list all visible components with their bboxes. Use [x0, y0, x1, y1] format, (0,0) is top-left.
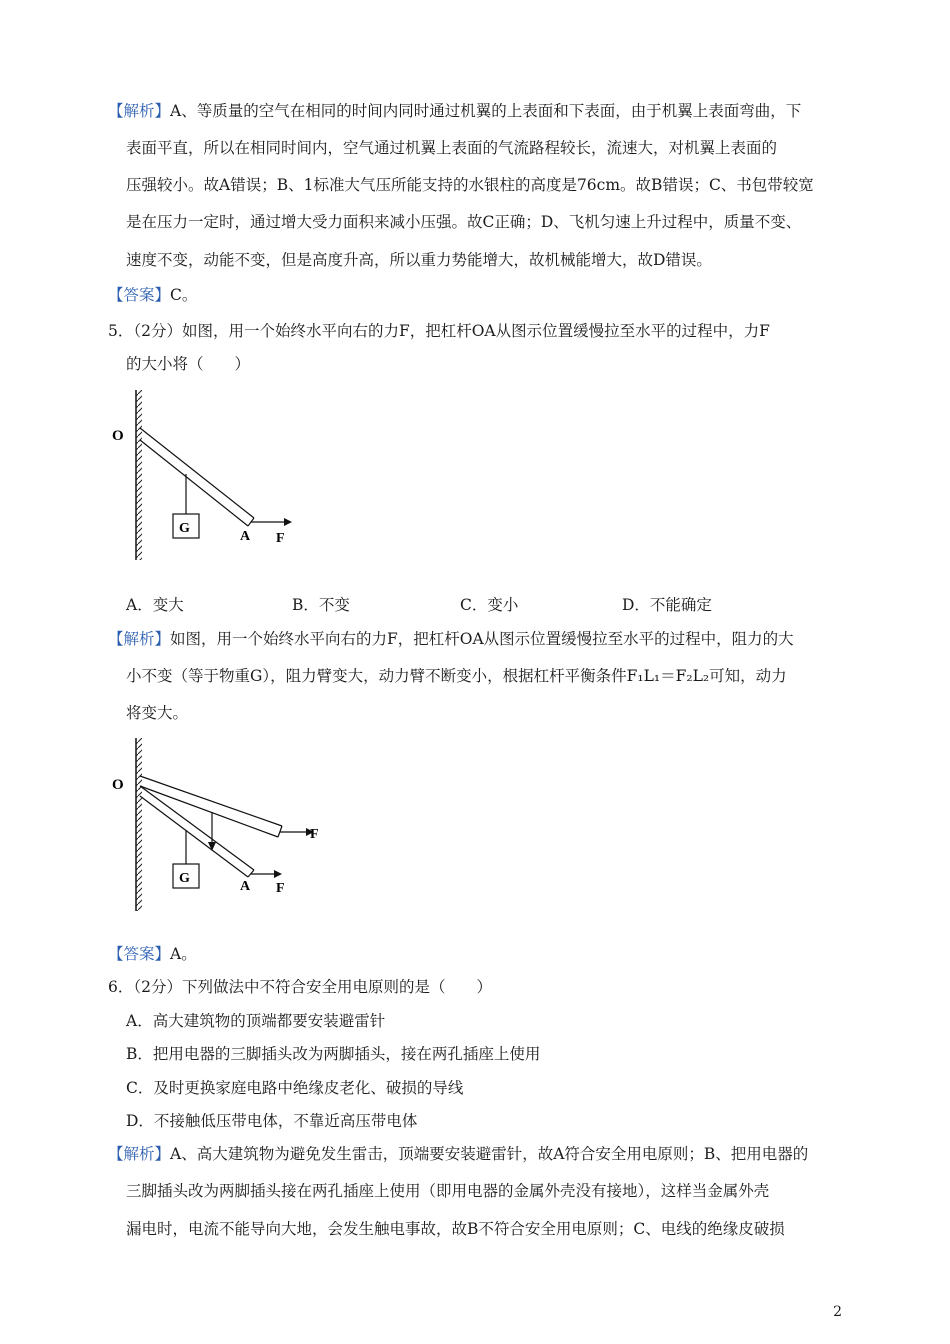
q6-option-d: D．不接触低压带电体，不靠近高压带电体 [126, 1112, 418, 1130]
analysis4-line-1 [108, 101, 801, 121]
label-f-upper: F [310, 827, 319, 842]
answer4-text: C。 [170, 286, 198, 304]
q5-stem-line-2: 的大小将（ ） [126, 355, 251, 373]
analysis5-line-3: 将变大。 [126, 704, 189, 722]
analysis5-line-2: 小不变（等于物重G），阻力臂变大，动力臂不断变小，根据杠杆平衡条件F₁L₁＝F₂L₂可知，动力 [126, 667, 787, 685]
q5-stem-line-1: 5．（2分）如图，用一个始终水平向右的力F，把杠杆OA从图示位置缓慢拉至水平的过程中，力F [108, 322, 770, 340]
lever-figure-1 [108, 388, 308, 563]
page-number: 2 [833, 1304, 842, 1320]
analysis-tag: 【解析】 [108, 1145, 171, 1163]
analysis6-line-3: 漏电时，电流不能导向大地，会发生触电事故，故B不符合安全用电原则；C、电线的绝缘皮破损 [126, 1220, 785, 1238]
analysis4-line-5: 速度不变，动能不变，但是高度升高，所以重力势能增大，故机械能增大，故D错误。 [126, 251, 712, 269]
analysis6-line-1 [108, 1144, 808, 1164]
analysis-tag: 【解析】 [108, 102, 171, 120]
analysis6-text-1: A、高大建筑物为避免发生雷击，顶端要安装避雷针，故A符合安全用电原则；B、把用电器的 [170, 1145, 809, 1163]
q6-option-b: B．把用电器的三脚插头改为两脚插头，接在两孔插座上使用 [126, 1045, 541, 1063]
lever-figure-2 [108, 736, 338, 914]
q6-option-c: C．及时更换家庭电路中绝缘皮老化、破损的导线 [126, 1079, 464, 1097]
q5-option-a: A．变大 [126, 596, 184, 614]
label-g: G [179, 871, 190, 886]
analysis4-line-4: 是在压力一定时，通过增大受力面积来减小压强。故C正确；D、飞机匀速上升过程中，质量不变、 [126, 213, 802, 231]
analysis4-line-2: 表面平直，所以在相同时间内，空气通过机翼上表面的气流路程较长，流速大，对机翼上表面的 [126, 139, 778, 157]
analysis5-line-1 [108, 629, 794, 649]
analysis5-text-1: 如图，用一个始终水平向右的力F，把杠杆OA从图示位置缓慢拉至水平的过程中，阻力的大 [170, 630, 794, 648]
answer-tag: 【答案】 [108, 286, 171, 304]
label-a: A [240, 879, 251, 894]
label-a: A [240, 529, 251, 544]
label-f: F [276, 531, 285, 546]
q6-option-a: A．高大建筑物的顶端都要安装避雷针 [126, 1012, 386, 1030]
analysis4-line-3: 压强较小。故A错误；B、1标准大气压所能支持的水银柱的高度是76cm。故B错误；C、书包带较宽 [126, 176, 814, 194]
analysis-tag: 【解析】 [108, 630, 171, 648]
answer5 [108, 944, 197, 964]
q5-option-d: D．不能确定 [622, 596, 712, 614]
label-g: G [179, 521, 190, 536]
q5-option-c: C．变小 [460, 596, 519, 614]
label-o: O [112, 777, 124, 793]
label-f-lower: F [276, 881, 285, 896]
analysis4-text-1: A、等质量的空气在相同的时间内同时通过机翼的上表面和下表面，由于机翼上表面弯曲，下 [170, 102, 802, 120]
label-o: O [112, 428, 124, 444]
answer-tag: 【答案】 [108, 945, 171, 963]
answer4 [108, 285, 197, 305]
q5-option-b: B．不变 [292, 596, 350, 614]
q6-stem: 6．（2分）下列做法中不符合安全用电原则的是（ ） [108, 978, 492, 996]
answer5-text: A。 [170, 945, 197, 963]
analysis6-line-2: 三脚插头改为两脚插头接在两孔插座上使用（即用电器的金属外壳没有接地），这样当金属外壳 [126, 1182, 770, 1200]
